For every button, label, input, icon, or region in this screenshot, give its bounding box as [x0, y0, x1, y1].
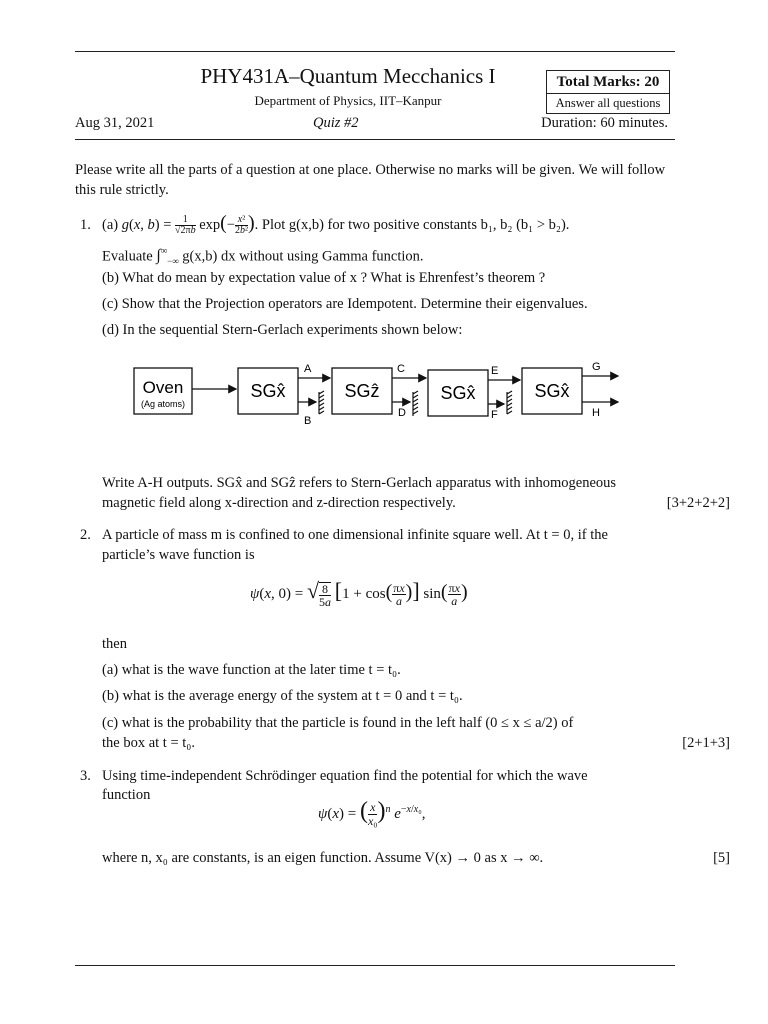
- q1-part-a-line2: [102, 241, 424, 272]
- label-b: B: [304, 415, 312, 427]
- label-g: G: [592, 361, 601, 373]
- block-d: [413, 391, 418, 416]
- q1-after-diagram-2: magnetic field along x-direction and z-direction respectively.: [102, 495, 456, 511]
- q2-part-c2: the box at t = t₀.: [102, 735, 195, 751]
- block-f: [507, 391, 512, 414]
- q2-wavefunction-equation: ψ(x, 0) = √ $\frac{8}{5a} [1 + \cos$( $\frac{\pi x}{a}$)] sin( $\frac{\pi x}{a}$): [250, 578, 468, 609]
- q3-marks: [5]: [713, 850, 730, 866]
- q1-marks: [3+2+2+2]: [666, 495, 730, 511]
- bottom-rule: [75, 965, 675, 966]
- q2-line1: A particle of mass m is confined to one dimensional infinite square well. At t = 0, if the: [102, 527, 608, 543]
- q3-line2: function: [102, 787, 151, 803]
- header-rule: [75, 139, 675, 140]
- q2-part-a: (a) what is the wave function at the later time t = t₀.: [102, 662, 401, 678]
- q2-line2: particle’s wave function is: [102, 547, 255, 563]
- label-d: D: [398, 407, 406, 419]
- quiz-date: Aug 31, 2021: [75, 115, 155, 131]
- quiz-number: Quiz #2: [313, 115, 359, 131]
- q1-part-b: (b) What do mean by expectation value of x ? What is Ehrenfest’s theorem ?: [102, 270, 546, 286]
- q2-part-b: (b) what is the average energy of the system at t = 0 and t = t₀.: [102, 688, 463, 704]
- q1a-label: (a): [102, 217, 122, 233]
- sg3-label: SGx̂: [440, 383, 476, 403]
- q3-line3: where n, x₀ are constants, is an eigen function. Assume V(x) → 0 as x → ∞.: [102, 850, 544, 866]
- q3-line1: Using time-independent Schrödinger equation find the potential for which the wave: [102, 768, 588, 784]
- top-rule: [75, 51, 675, 52]
- q3-wavefunction-equation: ψ(x) = ( $\frac{x}{\text{x₀}})^n$ $e^{-x/x_0}$,: [318, 798, 426, 829]
- q1a-plot-text: . Plot g(x,b) for two positive constants b₁, b₂ (b₁ > b₂).: [254, 217, 570, 233]
- block-b: [319, 391, 324, 414]
- q3-number: 3.: [80, 768, 91, 784]
- oven-sublabel: (Ag atoms): [140, 399, 186, 409]
- instruction-box-text: Answer all questions: [555, 96, 661, 110]
- q2-number: 2.: [80, 527, 91, 543]
- q2-marks: [2+1+3]: [682, 735, 730, 751]
- sg1-label: SGx̂: [250, 381, 286, 401]
- course-title: PHY431A–Quantum Mecchanics I: [200, 64, 496, 88]
- q1a-evaluate-rest: g(x,b) dx without using Gamma function.: [178, 248, 424, 265]
- integral-symbol: $\int^\infty_{-\infty}$: [156, 246, 179, 267]
- label-h: H: [592, 407, 600, 419]
- quiz-duration: Duration: 60 minutes.: [541, 115, 668, 131]
- q1-number: 1.: [80, 217, 91, 233]
- q1-part-a-line1: [102, 210, 682, 238]
- label-c: C: [397, 363, 405, 375]
- oven-label: Oven: [142, 378, 184, 397]
- q1a-evaluate-label: Evaluate: [102, 248, 157, 265]
- sg2-label: SGẑ: [344, 381, 380, 401]
- total-marks: Total Marks: 20: [556, 74, 660, 90]
- q1-part-d: (d) In the sequential Stern-Gerlach experiments shown below:: [102, 322, 463, 338]
- label-e: E: [491, 365, 499, 377]
- label-a: A: [304, 363, 312, 375]
- sg4-label: SGx̂: [534, 381, 570, 401]
- q2-then: then: [102, 636, 127, 652]
- box-divider: [547, 93, 669, 94]
- stern-gerlach-diagram: [130, 356, 625, 428]
- q1a-formula: g(x, b) = $\frac{1}{√2\pi b} \exp(-$ $\frac{\text{x²}}{\text{2b²}}$): [121, 212, 255, 237]
- q1-part-c: (c) Show that the Projection operators are Idempotent. Determine their eigenvalues.: [102, 296, 588, 312]
- department-name: Department of Physics, IIT–Kanpur: [254, 93, 442, 108]
- total-marks-box: [546, 70, 670, 114]
- intro-text: Please write all the parts of a question at one place. Otherwise no marks will be given. We will follow this rule strictly.: [75, 162, 666, 198]
- q1-after-diagram-1: Write A-H outputs. SGx̂ and SGẑ refers to Stern-Gerlach apparatus with inhomogeneous: [102, 475, 617, 491]
- q2-part-c1: (c) what is the probability that the particle is found in the left half (0 ≤ x ≤ a/2) of: [102, 715, 574, 731]
- label-f: F: [491, 409, 498, 421]
